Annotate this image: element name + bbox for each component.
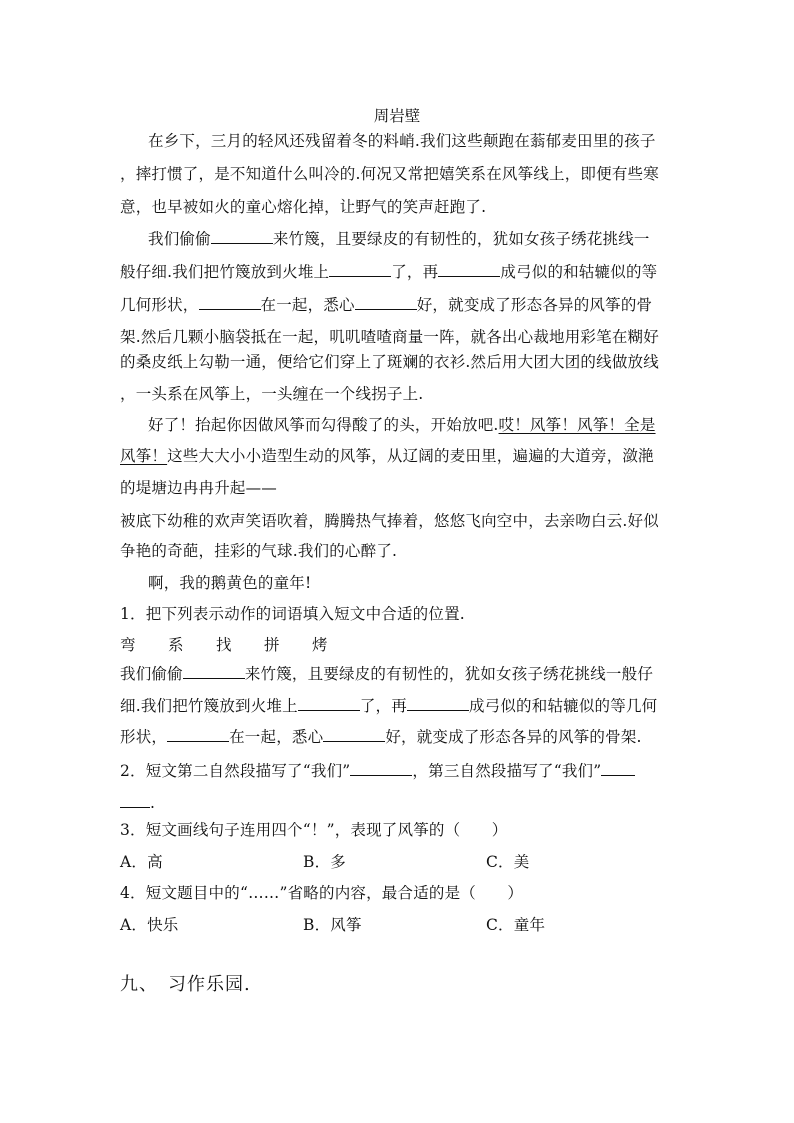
p1-line-1: 在乡下，三月的轻风还残留着冬的料峭.我们这些颠跑在蓊郁麦田里的孩子 <box>148 132 656 150</box>
fill-blank[interactable] <box>298 696 360 711</box>
q1-prompt: 1．把下列表示动作的词语填入短文中合适的位置. <box>120 605 465 623</box>
q4-prompt: 4．短文题目中的“……”省略的内容，最合适的是（ ） <box>120 884 524 902</box>
text: ，第三自然段描写了“我们” <box>412 762 602 780</box>
fill-blank[interactable] <box>355 295 417 310</box>
option-b[interactable]: B．风筝 <box>303 916 362 934</box>
text: 了，再 <box>391 263 439 281</box>
underlined-sentence: 风筝！ <box>120 447 168 465</box>
fill-blank[interactable] <box>438 262 500 277</box>
q1-line-2 <box>120 696 680 716</box>
text: 好，就变成了形态各异的风筝的骨架. <box>385 728 642 746</box>
p2-line-2 <box>120 262 680 282</box>
p3-line-1 <box>148 415 708 435</box>
section-heading: 九、 习作乐园. <box>120 974 251 995</box>
fill-blank[interactable] <box>183 664 245 679</box>
option-a[interactable]: A．快乐 <box>120 916 179 934</box>
text: 好，就变成了形态各异的风筝的骨 <box>416 296 653 314</box>
option-c[interactable]: C．童年 <box>486 916 546 934</box>
text: 在一起，悉心 <box>260 296 355 314</box>
text: . <box>150 794 156 812</box>
text: 来竹篾，且要绿皮的有韧性的，犹如女孩子绣花挑线一般仔 <box>244 665 654 683</box>
fill-blank[interactable] <box>167 727 229 742</box>
p3-line-4: 被底下幼稚的欢声笑语吹着，腾腾热气捧着，悠悠飞向空中，去亲吻白云.好似 <box>120 512 659 530</box>
text: 来竹篾，且要绿皮的有韧性的，犹如女孩子绣花挑线一 <box>272 230 650 248</box>
text: 细.我们把竹篾放到火堆上 <box>120 697 298 715</box>
fill-blank[interactable] <box>350 761 412 776</box>
word: 弯 <box>120 636 136 654</box>
fill-blank[interactable] <box>407 696 469 711</box>
option-a[interactable]: A．高 <box>120 853 163 871</box>
option-b[interactable]: B．多 <box>303 853 346 871</box>
text: 成弓似的和轱辘似的等 <box>500 263 658 281</box>
word: 拼 <box>264 636 280 654</box>
text: 我们偷偷 <box>120 665 183 683</box>
p3-line-2 <box>120 446 680 466</box>
text: 我们偷偷 <box>148 230 211 248</box>
p3-line-3: 的堤塘边冉冉升起—— <box>120 479 278 497</box>
p2-line-1 <box>148 229 708 249</box>
q1-line-3 <box>120 727 680 747</box>
q3-prompt: 3．短文画线句子连用四个“！”，表现了风筝的（ ） <box>120 821 508 839</box>
text: 在一起，悉心 <box>229 728 324 746</box>
word: 烤 <box>312 636 328 654</box>
p2-line-3 <box>120 295 680 315</box>
q1-line-1 <box>120 664 680 684</box>
word: 系 <box>168 636 184 654</box>
p1-line-2: ，摔打惯了，是不知道什么叫冷的.何况又常把嬉笑系在风筝线上，即便有些寒 <box>120 165 659 183</box>
text: 形状， <box>120 728 168 746</box>
fill-blank[interactable] <box>601 761 635 776</box>
q2-line-2 <box>120 793 680 813</box>
word: 找 <box>216 636 232 654</box>
fill-blank[interactable] <box>323 727 385 742</box>
fill-blank[interactable] <box>120 793 150 808</box>
p2-line-6: ，一头系在风筝上，一头缠在一个线拐子上. <box>120 385 424 403</box>
passage-title: 周岩壁 <box>373 107 421 125</box>
fill-blank[interactable] <box>211 229 273 244</box>
text: 这些大大小小造型生动的风筝，从辽阔的麦田里，遍遍的大道旁，潋滟 <box>167 447 654 465</box>
text: 成弓似的和轱辘似的等几何 <box>468 697 658 715</box>
fill-blank[interactable] <box>199 295 261 310</box>
underlined-sentence: 哎！风筝！风筝！全是 <box>498 416 656 434</box>
q2-line-1 <box>120 761 680 781</box>
p2-line-4: 架.然后几颗小脑袋抵在一起，叽叽喳喳商量一阵，就各出心裁地用彩笔在糊好 <box>120 328 659 346</box>
p1-line-3: 意，也早被如火的童心熔化掉，让野气的笑声赶跑了. <box>120 198 487 216</box>
p3-line-5: 争艳的奇葩，挂彩的气球.我们的心醉了. <box>120 542 398 560</box>
text: 2．短文第二自然段描写了“我们” <box>120 762 351 780</box>
text: 几何形状， <box>120 296 199 314</box>
text: 了，再 <box>359 697 407 715</box>
p2-line-5: 的桑皮纸上勾勒一通，便给它们穿上了斑斓的衣衫.然后用大团大团的线做放线 <box>120 353 659 371</box>
p4-line: 啊，我的鹅黄色的童年! <box>148 574 312 592</box>
fill-blank[interactable] <box>329 262 391 277</box>
text: 好了！抬起你因做风筝而勾得酸了的头，开始放吧. <box>148 416 499 434</box>
text: 般仔细.我们把竹篾放到火堆上 <box>120 263 330 281</box>
option-c[interactable]: C．美 <box>486 853 530 871</box>
